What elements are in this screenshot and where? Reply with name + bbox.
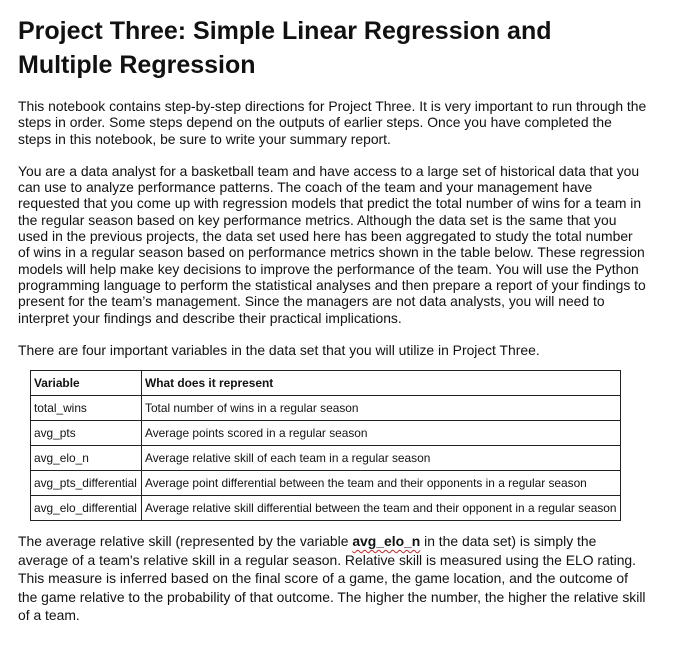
table-cell-variable: avg_pts_differential: [31, 471, 142, 496]
table-cell-description: Average relative skill of each team in a regular season: [142, 446, 621, 471]
table-cell-variable: avg_elo_n: [31, 446, 142, 471]
variables-table: [30, 370, 621, 521]
table-header-description: What does it represent: [142, 371, 621, 396]
elo-text-after: in the data set) is simply the average of a team's relative skill in a regular season. Relative skill is measured using the ELO rating. This measure is inferred based on the final score of a game, the game location, and the outcome of the game relative to the probability of that outcome. The higher the number, the higher the relative skill of a team.: [18, 533, 646, 624]
table-row: [31, 471, 621, 496]
table-cell-description: Average point differential between the team and their opponents in a regular season: [142, 471, 621, 496]
table-cell-description: Total number of wins in a regular season: [142, 396, 621, 421]
elo-paragraph: [18, 532, 648, 625]
table-header-row: [31, 371, 621, 396]
table-cell-variable: avg_elo_differential: [31, 496, 142, 521]
table-row: [31, 446, 621, 471]
table-header-variable: Variable: [31, 371, 142, 396]
table-cell-variable: avg_pts: [31, 421, 142, 446]
intro-paragraph: This notebook contains step-by-step directions for Project Three. It is very important to run through the steps in order. Some steps depend on the outputs of earlier steps. Once you have completed the steps in this notebook, be sure to write your summary report.: [18, 98, 647, 147]
elo-variable-name: avg_elo_n: [352, 533, 421, 550]
elo-text-before: The average relative skill (represented by the variable: [18, 533, 353, 550]
table-cell-description: Average points scored in a regular season: [142, 421, 621, 446]
table-row: [31, 421, 621, 446]
variables-intro-paragraph: There are four important variables in the data set that you will utilize in Project Three.: [18, 341, 540, 358]
table-row: [31, 496, 621, 521]
table-cell-description: Average relative skill differential between the team and their opponent in a regular season: [142, 496, 621, 521]
context-paragraph: You are a data analyst for a basketball team and have access to a large set of historical data that you can use to analyze performance patterns. The coach of the team and your management have requested that you come up with regression models that predict the total number of wins for a team in the regular season based on key performance metrics. Although the data set is the same that you used in the previous projects, the data set used here has been aggregated to study the total number of wins in a regular season based on performance metrics shown in the table below. These regression models will help make key decisions to improve the performance of the team. You will use the Python programming language to perform the statistical analyses and then prepare a report of your findings to present for the team’s management. Since the managers are not data analysts, you will need to interpret your findings and describe their practical implications.: [18, 162, 646, 326]
table-row: [31, 396, 621, 421]
page-title: Project Three: Simple Linear Regression and Multiple Regression: [18, 17, 552, 79]
table-cell-variable: total_wins: [31, 396, 142, 421]
document-page: [18, 14, 648, 625]
